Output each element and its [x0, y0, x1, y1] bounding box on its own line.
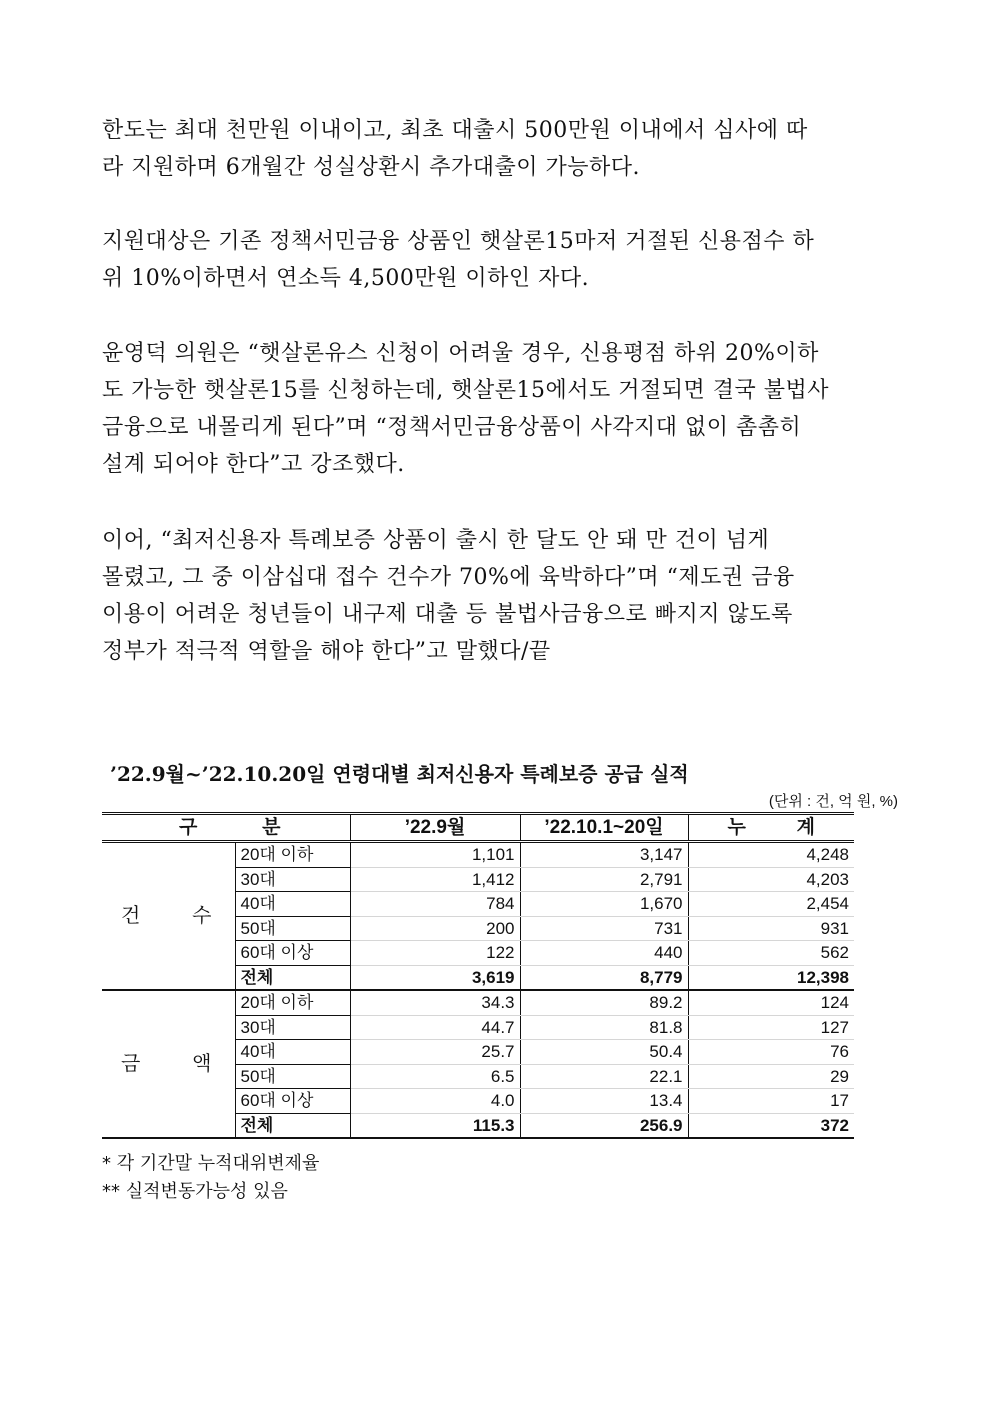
text-line: 이어, “최저신용자 특례보증 상품이 출시 한 달도 안 돼 만 건이 넘게 [102, 528, 770, 553]
age-cell: 20대 이하 [235, 990, 350, 1015]
footnote: ** 실적변동가능성 있음 [102, 1181, 288, 1202]
text-line: 몰렸고, 그 중 이삼십대 접수 건수가 70%에 육박하다”며 “제도권 금융 [102, 565, 795, 590]
header-category [102, 814, 350, 842]
header-oct: ’22.10.1~20일 [520, 814, 688, 842]
header-total-b: 계 [796, 817, 815, 838]
text-line: 지원대상은 기존 정책서민금융 상품인 햇살론15마저 거절된 신용점수 하 [102, 229, 815, 254]
text-line: 윤영덕 의원은 “햇살론유스 신청이 어려울 경우, 신용평점 하위 20%이하 [102, 341, 819, 366]
text-line: 이용이 어려운 청년들이 내구제 대출 등 불법사금융으로 빠지지 않도록 [102, 602, 793, 627]
table-header-row [102, 814, 854, 842]
sep-cell: 784 [350, 892, 520, 917]
group-label-a: 건 [121, 904, 145, 927]
oct-cell: 1,670 [520, 892, 688, 917]
total-cell: 4,203 [688, 867, 854, 892]
table-row [102, 990, 854, 1015]
text-line: 라 지원하며 6개월간 성실상환시 추가대출이 가능하다. [102, 155, 641, 180]
table-row [102, 842, 854, 868]
total-cell: 931 [688, 916, 854, 941]
total-cell: 76 [688, 1040, 854, 1065]
total-cell: 127 [688, 1015, 854, 1040]
text-line: 위 10%이하면서 연소득 4,500만원 이하인 자다. [102, 266, 590, 291]
table-unit: (단위 : 건, 억 원, %) [768, 793, 898, 810]
group-label-b: 수 [192, 904, 216, 927]
header-total [688, 814, 854, 842]
age-cell: 전체 [235, 965, 350, 990]
age-cell: 20대 이하 [235, 842, 350, 868]
age-cell: 60대 이상 [235, 1089, 350, 1114]
oct-cell: 256.9 [520, 1113, 688, 1138]
group-label-count [102, 842, 235, 991]
age-cell: 40대 [235, 1040, 350, 1065]
sep-cell: 122 [350, 941, 520, 966]
age-cell: 30대 [235, 867, 350, 892]
age-cell: 50대 [235, 916, 350, 941]
text-line: 도 가능한 햇살론15를 신청하는데, 햇살론15에서도 거절되면 결국 불법사 [102, 378, 829, 403]
group-label-a: 금 [121, 1052, 145, 1075]
paragraph-2 [102, 223, 898, 297]
sep-cell: 6.5 [350, 1064, 520, 1089]
age-cell: 50대 [235, 1064, 350, 1089]
total-cell: 562 [688, 941, 854, 966]
age-cell: 전체 [235, 1113, 350, 1138]
paragraph-3 [102, 335, 898, 483]
sep-cell: 44.7 [350, 1015, 520, 1040]
group-label-amount [102, 990, 235, 1138]
text-line: 정부가 적극적 역할을 해야 한다”고 말했다/끝 [102, 639, 551, 664]
age-cell: 40대 [235, 892, 350, 917]
table-title: ’22.9월~’22.10.20일 연령대별 최저신용자 특례보증 공급 실적 [110, 762, 689, 786]
oct-cell: 13.4 [520, 1089, 688, 1114]
paragraph-4 [102, 522, 898, 670]
oct-cell: 731 [520, 916, 688, 941]
sep-cell: 1,412 [350, 867, 520, 892]
total-cell: 12,398 [688, 965, 854, 990]
sep-cell: 115.3 [350, 1113, 520, 1138]
oct-cell: 2,791 [520, 867, 688, 892]
header-category-b: 분 [262, 817, 281, 838]
age-cell: 60대 이상 [235, 941, 350, 966]
supply-table [102, 812, 854, 1139]
footnotes [102, 1150, 319, 1206]
header-sep: ’22.9월 [350, 814, 520, 842]
oct-cell: 8,779 [520, 965, 688, 990]
paragraph-1 [102, 112, 898, 186]
total-cell: 17 [688, 1089, 854, 1114]
total-cell: 4,248 [688, 842, 854, 868]
footnote: * 각 기간말 누적대위변제율 [102, 1153, 320, 1174]
header-category-a: 구 [179, 817, 198, 838]
sep-cell: 34.3 [350, 990, 520, 1015]
oct-cell: 50.4 [520, 1040, 688, 1065]
oct-cell: 22.1 [520, 1064, 688, 1089]
sep-cell: 200 [350, 916, 520, 941]
total-cell: 124 [688, 990, 854, 1015]
text-line: 금융으로 내몰리게 된다”며 “정책서민금융상품이 사각지대 없이 촘촘히 [102, 415, 802, 440]
sep-cell: 25.7 [350, 1040, 520, 1065]
sep-cell: 3,619 [350, 965, 520, 990]
total-cell: 2,454 [688, 892, 854, 917]
oct-cell: 81.8 [520, 1015, 688, 1040]
text-line: 설계 되어야 한다”고 강조했다. [102, 452, 405, 477]
sep-cell: 1,101 [350, 842, 520, 868]
oct-cell: 89.2 [520, 990, 688, 1015]
oct-cell: 3,147 [520, 842, 688, 868]
oct-cell: 440 [520, 941, 688, 966]
total-cell: 29 [688, 1064, 854, 1089]
age-cell: 30대 [235, 1015, 350, 1040]
text-line: 한도는 최대 천만원 이내이고, 최초 대출시 500만원 이내에서 심사에 따 [102, 118, 808, 143]
header-total-a: 누 [727, 817, 746, 838]
sep-cell: 4.0 [350, 1089, 520, 1114]
total-cell: 372 [688, 1113, 854, 1138]
group-label-b: 액 [192, 1052, 216, 1075]
